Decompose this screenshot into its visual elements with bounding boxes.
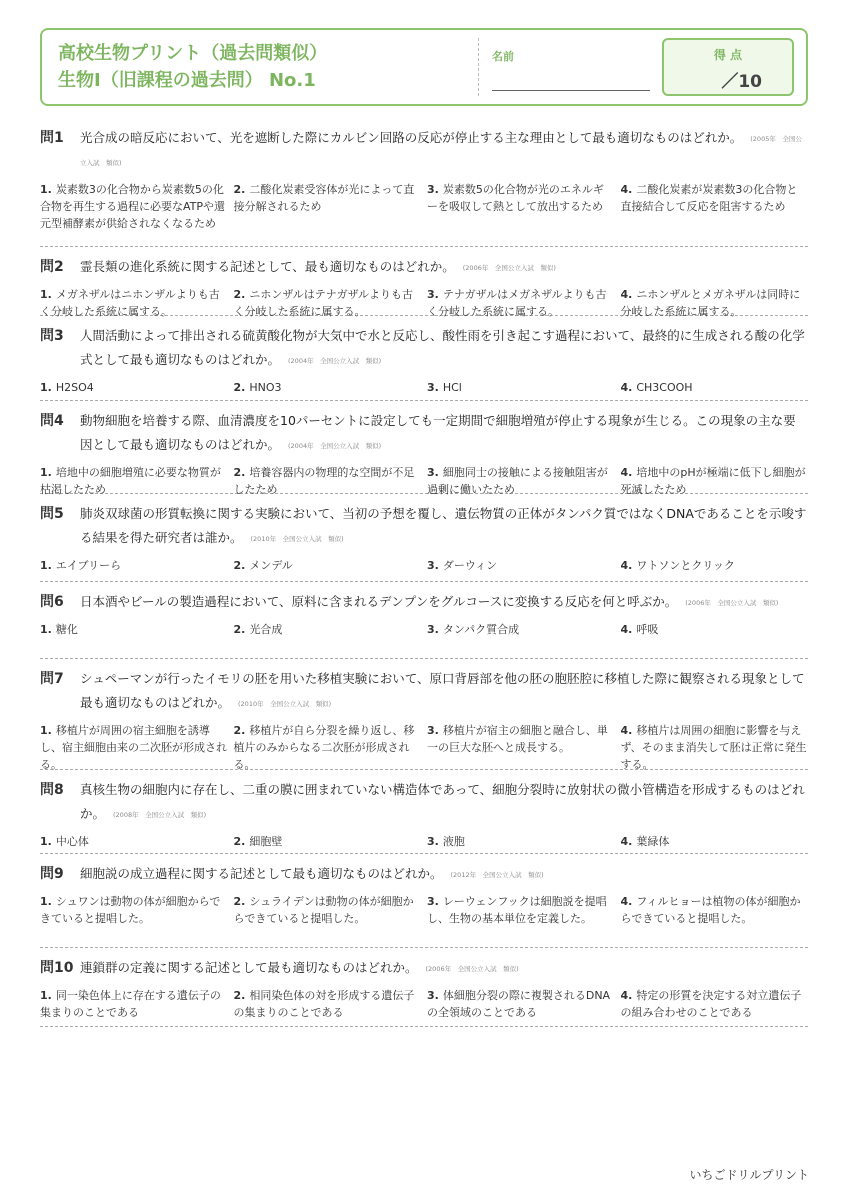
choice-option xyxy=(40,987,228,1021)
choice-text: 移植片が宿主の細胞と融合し、単一の巨大な胚へと成長する。 xyxy=(427,723,608,754)
question-block xyxy=(40,120,808,247)
choice-text: 炭素数3の化合物から炭素数5の化合物を再生する過程に必要なATPや還元型補酵素が供給されなくなるため xyxy=(40,183,226,230)
choice-number: 1. xyxy=(40,988,52,1002)
choice-number: 1. xyxy=(40,380,52,394)
choice-text: 細胞同士の接触による接触阻害が過剰に働いたため xyxy=(427,465,608,496)
choice-text: メンデル xyxy=(249,558,293,572)
choice-list xyxy=(40,286,808,320)
choice-text: 二酸化炭素が炭素数3の化合物と直接結合して反応を阻害するため xyxy=(620,183,798,213)
choice-number: 4. xyxy=(620,287,633,301)
choice-option xyxy=(427,621,615,638)
choice-number: 1. xyxy=(40,834,52,848)
question-block xyxy=(40,659,808,770)
choice-option xyxy=(234,893,422,927)
choice-number: 1. xyxy=(40,622,52,636)
question-number: 問9 xyxy=(40,866,64,882)
choice-list xyxy=(40,893,808,927)
choice-number: 2. xyxy=(233,465,246,479)
question-text: 連鎖群の定義に関する記述として最も適切なものはどれか。 xyxy=(80,960,418,975)
choice-text: ニホンザルはテナガザルよりも古く分岐した系統に属する。 xyxy=(233,287,414,318)
choice-number: 3. xyxy=(427,834,439,848)
choice-option xyxy=(234,987,422,1021)
choice-option xyxy=(234,833,422,850)
question-head xyxy=(40,956,808,981)
choice-list xyxy=(40,181,808,232)
question-text: シュペーマンが行ったイモリの胚を用いた移植実験において、原口背唇部を他の胚の胞胚腔に移植した際に観察される現象として最も適切なものはどれか。 xyxy=(80,671,805,710)
question-block xyxy=(40,582,808,659)
choice-number: 2. xyxy=(233,622,246,636)
choice-option xyxy=(234,286,422,320)
question-number: 問3 xyxy=(40,328,64,344)
question-source: (2006年 全国公立入試 類似) xyxy=(462,263,556,272)
choice-option xyxy=(40,893,228,927)
choice-text: 特定の形質を決定する対立遺伝子の組み合わせのことである xyxy=(620,988,802,1019)
choice-option xyxy=(621,722,809,773)
choice-number: 1. xyxy=(40,894,52,908)
choice-text: メガネザルはニホンザルよりも古く分岐した系統に属する。 xyxy=(40,287,220,318)
choice-option xyxy=(40,181,228,232)
choice-number: 3. xyxy=(427,183,439,196)
question-text-wrap xyxy=(80,126,808,175)
question-number: 問8 xyxy=(40,782,64,798)
question-text-wrap xyxy=(80,590,808,615)
choice-text: シュライデンは動物の体が細胞からできていると提唱した。 xyxy=(233,894,414,925)
question-number: 問6 xyxy=(40,594,64,610)
question-text-wrap xyxy=(80,409,808,458)
choice-option xyxy=(427,286,615,320)
choice-option xyxy=(621,464,809,498)
name-label: 名前 xyxy=(492,50,514,63)
choice-text: 培地中の細胞増殖に必要な物質が枯渇したため xyxy=(40,465,221,496)
question-block xyxy=(40,316,808,401)
question-text-wrap xyxy=(80,324,808,373)
choice-text: 中心体 xyxy=(55,834,89,848)
question-text-wrap xyxy=(80,255,808,280)
choice-text: テナガザルはメガネザルよりも古く分岐した系統に属する。 xyxy=(427,287,607,318)
question-text: 肺炎双球菌の形質転換に関する実験において、当初の予想を覆し、遺伝物質の正体がタンパク質ではなくDNAであることを示唆する結果を得た研究者は誰か。 xyxy=(80,506,807,545)
choice-number: 4. xyxy=(620,183,633,196)
choice-text: 液胞 xyxy=(442,834,465,848)
choice-number: 3. xyxy=(427,723,439,737)
choice-number: 3. xyxy=(427,988,439,1002)
choice-text: 培地中のpHが極端に低下し細胞が死滅したため xyxy=(620,465,806,496)
choice-text: 炭素数5の化合物が光のエネルギーを吸収して熱として放出するため xyxy=(427,183,604,213)
question-head xyxy=(40,324,808,373)
question-text-wrap xyxy=(80,778,808,827)
choice-text: 糖化 xyxy=(55,622,78,636)
choice-number: 1. xyxy=(40,558,52,572)
choice-option xyxy=(234,181,422,232)
worksheet-title xyxy=(58,40,327,94)
choice-number: 3. xyxy=(427,465,439,479)
choice-list xyxy=(40,987,808,1021)
choice-option xyxy=(427,557,615,574)
footer-brand: いちごドリルプリント xyxy=(689,1168,809,1182)
choice-option xyxy=(40,557,228,574)
choice-text: HNO3 xyxy=(249,380,282,394)
choice-number: 1. xyxy=(40,183,52,196)
question-source: (2010年 全国公立入試 類似) xyxy=(250,534,344,543)
worksheet-header xyxy=(40,28,808,106)
choice-text: 移植片が周囲の宿主細胞を誘導し、宿主細胞由来の二次胚が形成される。 xyxy=(40,723,227,771)
question-text-wrap xyxy=(80,667,808,716)
question-block xyxy=(40,948,808,1027)
choice-number: 3. xyxy=(427,894,439,908)
choice-number: 2. xyxy=(233,183,246,196)
question-number: 問4 xyxy=(40,413,64,429)
choice-text: 光合成 xyxy=(249,622,283,636)
choice-text: タンパク質合成 xyxy=(442,622,520,636)
choice-text: 体細胞分裂の際に複製されるDNAの全領域のことである xyxy=(427,988,611,1019)
question-source: (2004年 全国公立入試 類似) xyxy=(288,356,382,365)
question-source: (2006年 全国公立入試 類似) xyxy=(685,598,779,607)
choice-number: 2. xyxy=(233,558,246,572)
question-text-wrap xyxy=(80,502,808,551)
question-block xyxy=(40,854,808,948)
score-label: 得 点 xyxy=(713,48,743,62)
choice-number: 4. xyxy=(620,622,633,636)
choice-number: 2. xyxy=(233,894,246,908)
question-head xyxy=(40,778,808,827)
choice-option xyxy=(621,833,809,850)
choice-number: 4. xyxy=(620,380,633,394)
choice-number: 1. xyxy=(40,723,52,737)
question-source: (2012年 全国公立入試 類似) xyxy=(450,870,544,879)
choice-text: 同一染色体上に存在する遺伝子の集まりのことである xyxy=(40,988,221,1019)
choice-number: 4. xyxy=(620,558,633,572)
choice-text: 葉緑体 xyxy=(636,834,670,848)
choice-list xyxy=(40,464,808,498)
choice-option xyxy=(40,722,228,773)
question-number: 問10 xyxy=(40,960,74,976)
title-line-2: 生物Ⅰ（旧課程の過去問） No.1 xyxy=(58,70,316,91)
choice-option xyxy=(234,722,422,773)
choice-list xyxy=(40,621,808,638)
header-divider xyxy=(478,38,479,96)
choice-option xyxy=(427,464,615,498)
question-source: (2008年 全国公立入試 類似) xyxy=(113,810,207,819)
choice-list xyxy=(40,833,808,850)
choice-text: エイブリーら xyxy=(55,558,122,572)
choice-text: 細胞壁 xyxy=(249,834,283,848)
choice-number: 4. xyxy=(620,988,633,1002)
choice-option xyxy=(427,379,615,396)
choice-text: レーウェンフックは細胞説を提唱し、生物の基本単位を定義した。 xyxy=(427,894,607,925)
choice-option xyxy=(621,181,809,232)
choice-text: シュワンは動物の体が細胞からできていると提唱した。 xyxy=(40,894,221,925)
question-text: 霊長類の進化系統に関する記述として、最も適切なものはどれか。 xyxy=(80,259,455,274)
choice-number: 2. xyxy=(233,380,246,394)
choice-list xyxy=(40,379,808,396)
choice-text: フィルヒョーは植物の体が細胞からできていると提唱した。 xyxy=(620,894,801,925)
name-field-line xyxy=(492,90,650,91)
choice-option xyxy=(621,557,809,574)
question-block xyxy=(40,247,808,316)
choice-option xyxy=(234,464,422,498)
choice-number: 2. xyxy=(233,723,246,737)
choice-option xyxy=(427,181,615,232)
question-number: 問1 xyxy=(40,130,64,146)
question-source: (2006年 全国公立入試 類似) xyxy=(425,964,519,973)
title-line-1: 高校生物プリント（過去問類似） xyxy=(58,43,328,64)
choice-number: 1. xyxy=(40,465,52,479)
choice-text: ワトソンとクリック xyxy=(636,558,735,572)
question-head xyxy=(40,126,808,175)
question-head xyxy=(40,667,808,716)
question-number: 問7 xyxy=(40,671,64,687)
choice-text: HCl xyxy=(442,380,462,394)
choice-option xyxy=(621,286,809,320)
question-text: 細胞説の成立過程に関する記述として最も適切なものはどれか。 xyxy=(80,866,443,881)
question-head xyxy=(40,502,808,551)
question-head xyxy=(40,862,808,887)
choice-option xyxy=(234,621,422,638)
choice-number: 3. xyxy=(427,380,439,394)
question-text-wrap xyxy=(80,862,808,887)
choice-text: ダーウィン xyxy=(442,558,498,572)
question-text: 光合成の暗反応において、光を遮断した際にカルビン回路の反応が停止する主な理由として最も適切なものはどれか。 xyxy=(80,130,743,145)
choice-text: 二酸化炭素受容体が光によって直接分解されるため xyxy=(233,183,415,213)
question-text-wrap xyxy=(80,956,808,981)
choice-number: 3. xyxy=(427,287,439,301)
question-text: 動物細胞を培養する際、血清濃度を10パーセントに設定しても一定期間で細胞増殖が停止する現象が生じる。この現象の主な要因として最も適切なものはどれか。 xyxy=(80,413,796,452)
question-source: (2004年 全国公立入試 類似) xyxy=(288,441,382,450)
choice-option xyxy=(427,722,615,773)
choice-option xyxy=(234,379,422,396)
choice-option xyxy=(40,833,228,850)
choice-number: 2. xyxy=(233,988,246,1002)
choice-text: CH3COOH xyxy=(636,380,693,394)
choice-number: 2. xyxy=(233,834,246,848)
choice-number: 1. xyxy=(40,287,52,301)
choice-option xyxy=(40,286,228,320)
choice-number: 4. xyxy=(620,465,633,479)
choice-option xyxy=(427,987,615,1021)
score-box xyxy=(662,38,794,96)
choice-option xyxy=(621,621,809,638)
choice-text: 移植片が自ら分裂を繰り返し、移植片のみからなる二次胚が形成される。 xyxy=(233,723,415,771)
question-number: 問2 xyxy=(40,259,64,275)
score-value: ／10 xyxy=(721,72,762,92)
question-text: 真核生物の細胞内に存在し、二重の膜に囲まれていない構造体であって、細胞分裂時に放射状の微小管構造を形成するものはどれか。 xyxy=(80,782,805,821)
question-number: 問5 xyxy=(40,506,64,522)
choice-option xyxy=(621,893,809,927)
question-block xyxy=(40,401,808,494)
question-block xyxy=(40,770,808,854)
choice-text: 相同染色体の対を形成する遺伝子の集まりのことである xyxy=(233,988,415,1019)
question-block xyxy=(40,494,808,582)
choice-text: ニホンザルとメガネザルは同時に分岐した系統に属する。 xyxy=(620,287,801,318)
choice-option xyxy=(40,379,228,396)
question-list xyxy=(40,120,808,1027)
question-source: (2005年 全国公立入試 類似) xyxy=(80,134,802,167)
choice-number: 4. xyxy=(620,834,633,848)
question-head xyxy=(40,255,808,280)
choice-number: 3. xyxy=(427,622,439,636)
choice-text: 呼吸 xyxy=(636,622,659,636)
choice-list xyxy=(40,557,808,574)
choice-list xyxy=(40,722,808,773)
choice-text: H2SO4 xyxy=(55,380,94,394)
choice-option xyxy=(40,621,228,638)
question-head xyxy=(40,409,808,458)
question-head xyxy=(40,590,808,615)
choice-option xyxy=(427,833,615,850)
choice-text: 培養容器内の物理的な空間が不足したため xyxy=(233,465,415,496)
choice-number: 2. xyxy=(233,287,246,301)
question-source: (2010年 全国公立入試 類似) xyxy=(238,699,332,708)
choice-number: 3. xyxy=(427,558,439,572)
choice-text: 移植片は周囲の細胞に影響を与えず、そのまま消失して胚は正常に発生する。 xyxy=(620,723,807,771)
question-text: 人間活動によって排出される硫黄酸化物が大気中で水と反応し、酸性雨を引き起こす過程において、最終的に生成される酸の化学式として最も適切なものはどれか。 xyxy=(80,328,805,367)
choice-option xyxy=(40,464,228,498)
choice-option xyxy=(621,987,809,1021)
question-text: 日本酒やビールの製造過程において、原料に含まれるデンプンをグルコースに変換する反応を何と呼ぶか。 xyxy=(80,594,678,609)
choice-number: 4. xyxy=(620,723,633,737)
choice-option xyxy=(427,893,615,927)
choice-option xyxy=(234,557,422,574)
choice-option xyxy=(621,379,809,396)
choice-number: 4. xyxy=(620,894,633,908)
